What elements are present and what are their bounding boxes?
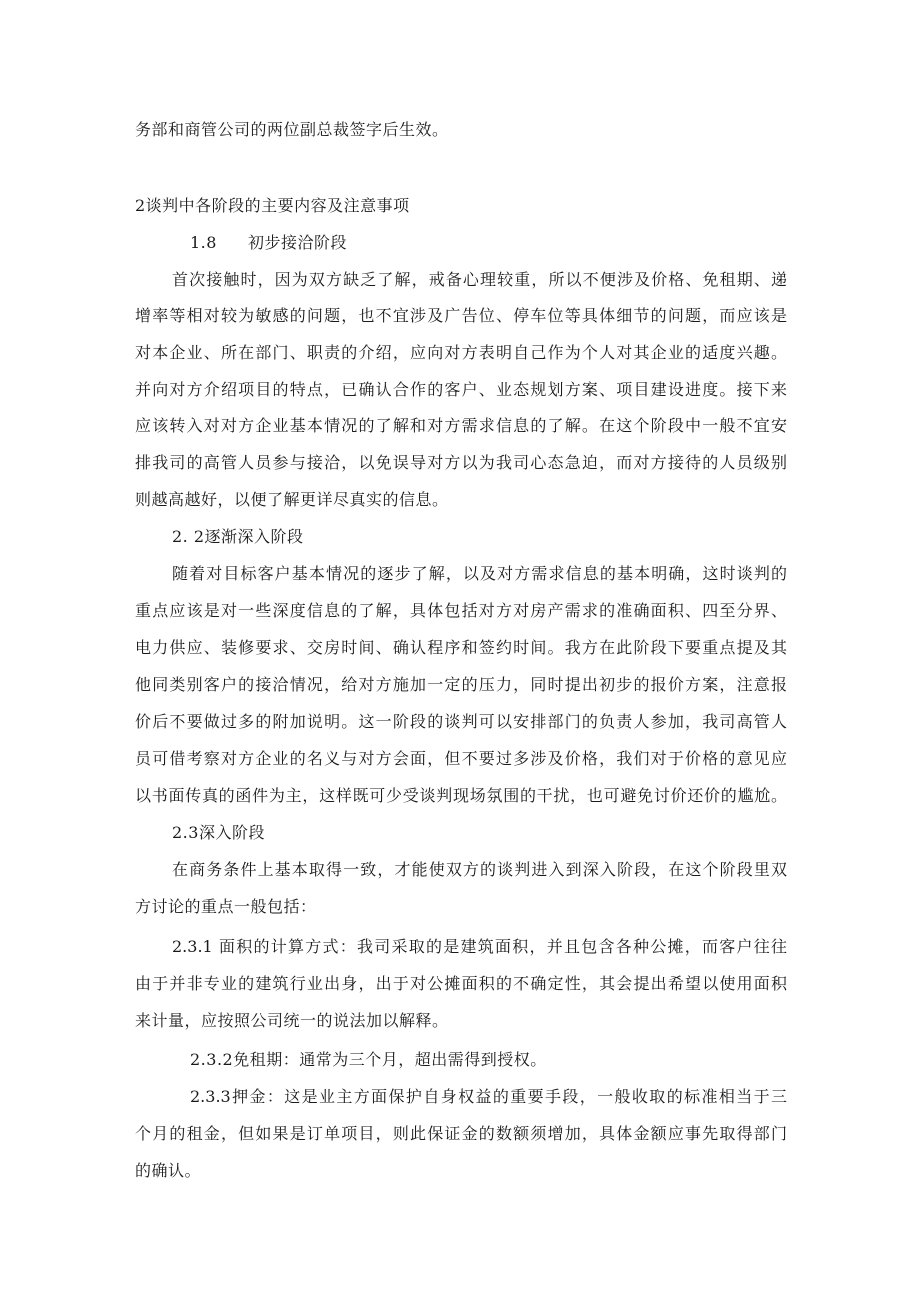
item-2-3-3-line: 2.3.3押金：这是业主方面保护自身权益的重要手段，一般收取的标准相当于三: [190, 1087, 787, 1106]
item-2-3-2-line: 2.3.2免租期：通常为三个月，超出需得到授权。: [190, 1050, 547, 1069]
paragraph-line: 由于并非专业的建筑行业出身，出于对公摊面积的不确定性，其会提出希望以使用面积: [135, 974, 787, 993]
paragraph-line: 来计量，应按照公司统一的说法加以解释。: [135, 1011, 449, 1030]
paragraph-line: 个月的租金，但如果是订单项目，则此保证金的数额须增加，具体金额应事先取得部门: [135, 1124, 787, 1143]
subsection-heading-2-3: 2.3深入阶段: [172, 823, 265, 842]
continuation-line: 务部和商管公司的两位副总裁签字后生效。: [135, 120, 449, 139]
subsection-heading-1-8: [190, 233, 347, 253]
subsection-heading-2-2: 2. 2逐渐深入阶段: [172, 527, 304, 546]
subsection-number: 1.8: [190, 233, 217, 252]
paragraph-line: 他同类别客户的接洽情况，给对方施加一定的压力，同时提出初步的报价方案，注意报: [135, 675, 787, 694]
paragraph-line: 重点应该是对一些深度信息的了解，具体包括对方对房产需求的准确面积、四至分界、: [135, 601, 787, 620]
paragraph-line: 价后不要做过多的附加说明。这一阶段的谈判可以安排部门的负责人参加，我司高管人: [135, 712, 787, 731]
paragraph-line: 排我司的高管人员参与接洽，以免误导对方以为我司心态急迫，而对方接待的人员级别: [135, 453, 787, 472]
paragraph-line: 电力供应、装修要求、交房时间、确认程序和签约时间。我方在此阶段下要重点提及其: [135, 638, 787, 657]
subsection-title: 初步接洽阶段: [248, 233, 348, 252]
paragraph-line: 对本企业、所在部门、职责的介绍，应向对方表明自己作为个人对其企业的适度兴趣。: [135, 343, 787, 362]
paragraph-line: 以书面传真的函件为主，这样既可少受谈判现场氛围的干扰，也可避免讨价还价的尴尬。: [135, 786, 787, 805]
paragraph-line: 首次接触时，因为双方缺乏了解，戒备心理较重，所以不便涉及价格、免租期、递: [172, 270, 787, 289]
paragraph-line: 方讨论的重点一般包括：: [135, 897, 317, 916]
paragraph-line: 并向对方介绍项目的特点，已确认合作的客户、业态规划方案、项目建设进度。接下来: [135, 380, 787, 399]
section-heading-2: 2谈判中各阶段的主要内容及注意事项: [135, 196, 410, 215]
paragraph-line: 增率等相对较为敏感的问题，也不宜涉及广告位、停车位等具体细节的问题，而应该是: [135, 306, 787, 325]
paragraph-line: 在商务条件上基本取得一致，才能使双方的谈判进入到深入阶段，在这个阶段里双: [172, 860, 787, 879]
paragraph-line: 的确认。: [135, 1161, 202, 1180]
item-2-3-1-line: 2.3.1 面积的计算方式：我司采取的是建筑面积，并且包含各种公摊，而客户往往: [172, 937, 787, 956]
paragraph-line: 随着对目标客户基本情况的逐步了解，以及对方需求信息的基本明确，这时谈判的: [172, 564, 787, 583]
paragraph-line: 员可借考察对方企业的名义与对方会面，但不要过多涉及价格，我们对于价格的意见应: [135, 749, 787, 768]
paragraph-line: 应该转入对对方企业基本情况的了解和对方需求信息的了解。在这个阶段中一般不宜安: [135, 416, 787, 435]
paragraph-line: 则越高越好，以便了解更详尽真实的信息。: [135, 490, 449, 509]
